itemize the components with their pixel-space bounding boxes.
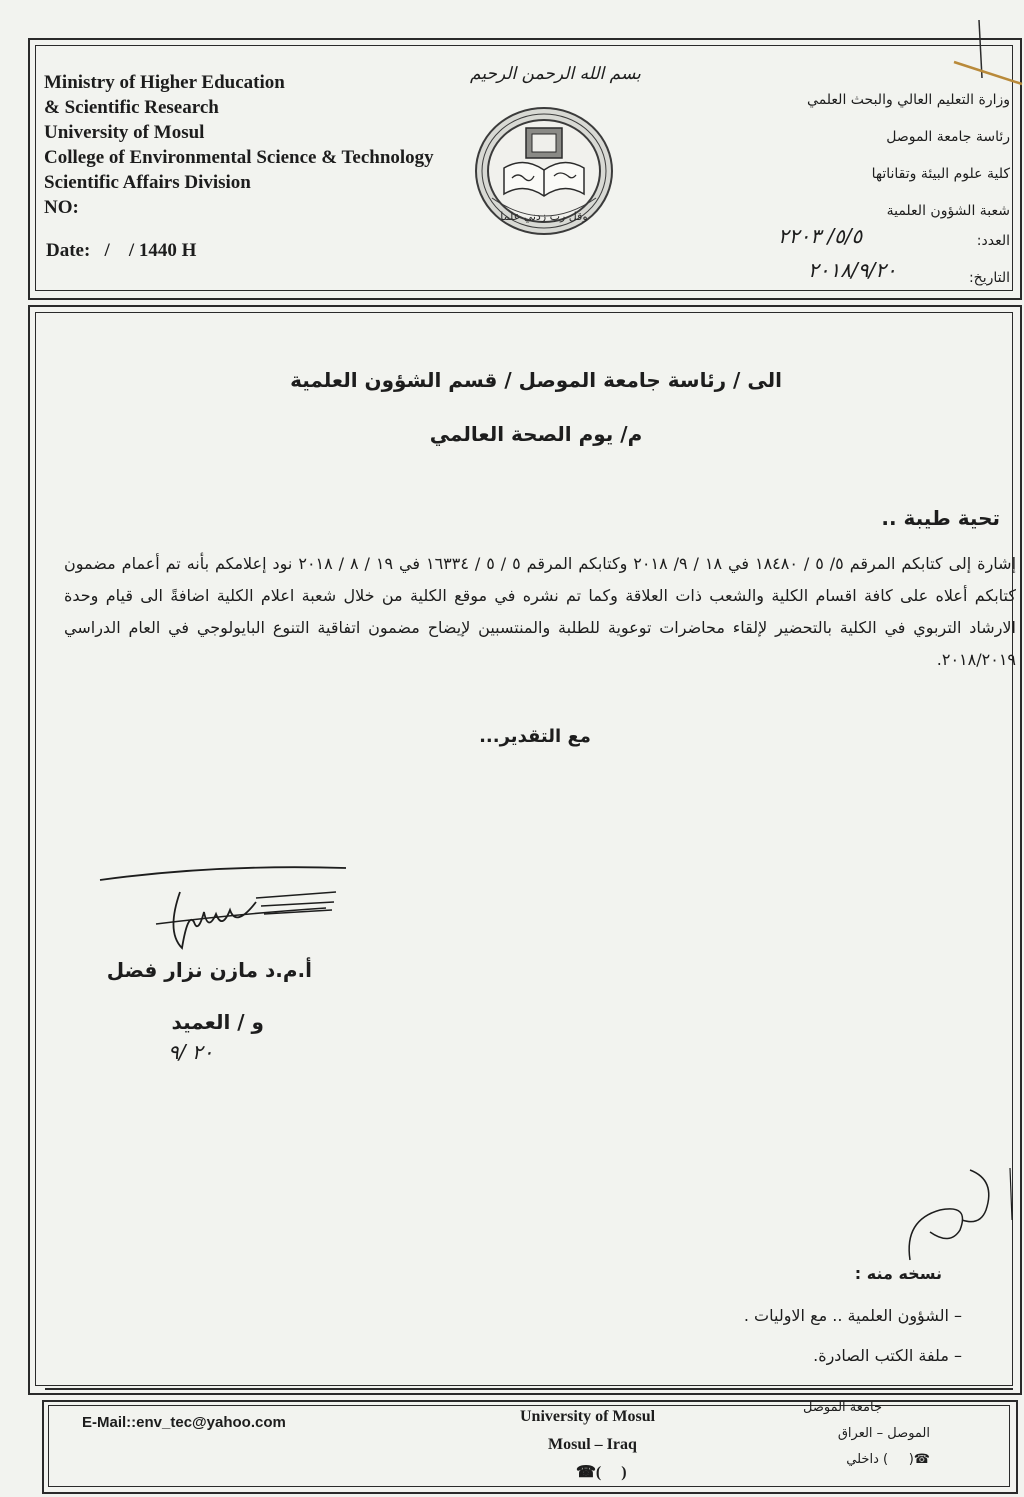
division-line: Scientific Affairs Division <box>44 172 251 193</box>
body-inner-frame <box>35 312 1013 1386</box>
hijri-date-label: Date: / / 1440 H <box>46 240 197 261</box>
number-label-ar: العدد: <box>976 233 1010 249</box>
ministry-line: Ministry of Higher Education <box>44 72 285 93</box>
seal-motto: وقل رب زدني علما <box>500 210 588 223</box>
footer-phone-en: ☎( ) <box>576 1464 627 1481</box>
subject-line: م/ يوم الصحة العالمي <box>429 422 643 446</box>
greeting: تحية طيبة .. <box>881 506 1000 530</box>
footer-university-ar: جامعة الموصل <box>802 1400 882 1415</box>
university-seal-logo <box>474 106 614 236</box>
copy-item-1: – الشؤون العلمية .. مع الاوليات . <box>743 1306 962 1325</box>
date-label-ar: التاريخ: <box>968 270 1010 286</box>
footer-email: E-Mail::env_tec@yahoo.com <box>82 1414 286 1431</box>
signer-name: أ.م.د مازن نزار فضل <box>106 958 312 982</box>
initials-scribble <box>900 1160 1020 1270</box>
footer-divider <box>45 1388 1013 1390</box>
footer-city: Mosul – Iraq <box>548 1436 637 1453</box>
letter-body: إشارة إلى كتابكم المرقم ٥/ ٥ / ١٨٤٨٠ في ١٨ / ٩/ ٢٠١٨ وكتابكم المرقم ٥ / ٥ / ١٦٣٣٤ في ١٩ / ٨ / ٢٠١٨ نود إعلامكم بأنه تم أعمام مضمون كتابكم أعلاه على كافة اقسام الكلية والشعب ذات العلاقة وكما تم نشره في موقع الكلية من خلال شعبة اعلام الكلية اضافةً الى قيام وحدة الارشاد التربوي في الكلية بالتحضير لإلقاء محاضرات توعوية للطلبة والمنتسبين لإيضاح مضمون اتفاقية التنوع البايولوجي في العام الدراسي ٢٠١٨/٢٠١٩. <box>64 554 1017 669</box>
copy-item-2: – ملفة الكتب الصادرة. <box>813 1346 962 1365</box>
basmala: بسم الله الرحمن الرحيم <box>470 64 641 84</box>
arabic-header <box>807 82 1010 230</box>
signer-title: و / العميد <box>171 1010 264 1034</box>
division-line-ar: شعبة الشؤون العلمية <box>886 203 1010 219</box>
number-value-handwritten: ٥/٥/ ٢٢٠٣ <box>778 224 863 248</box>
closing: مع التقدير... <box>479 726 591 747</box>
english-header <box>44 70 434 220</box>
research-line: & Scientific Research <box>44 97 219 118</box>
ministry-line-ar: وزارة التعليم العالي والبحث العلمي <box>807 92 1010 108</box>
college-line-ar: كلية علوم البيئة وتقاناتها <box>871 166 1010 182</box>
sign-date-handwritten: ٢٠ /٩ <box>168 1040 214 1064</box>
signature-scribble <box>96 852 366 962</box>
recipient-line: الى / رئاسة جامعة الموصل / قسم الشؤون العلمية <box>290 368 782 392</box>
university-line-ar: رئاسة جامعة الموصل <box>886 129 1010 145</box>
number-label: NO: <box>44 197 79 218</box>
college-line: College of Environmental Science & Technology <box>44 147 434 168</box>
university-line: University of Mosul <box>44 122 205 143</box>
copies-label: نسخه منه : <box>854 1264 942 1283</box>
footer-university: University of Mosul <box>520 1408 656 1425</box>
footer-phone-ar: ☎( ) داخلي <box>846 1452 930 1467</box>
pen-mark-top <box>944 18 1024 88</box>
date-value-handwritten: ٢٠١٨/٩/٢٠ <box>808 258 897 282</box>
footer-city-ar: الموصل – العراق <box>837 1426 930 1441</box>
